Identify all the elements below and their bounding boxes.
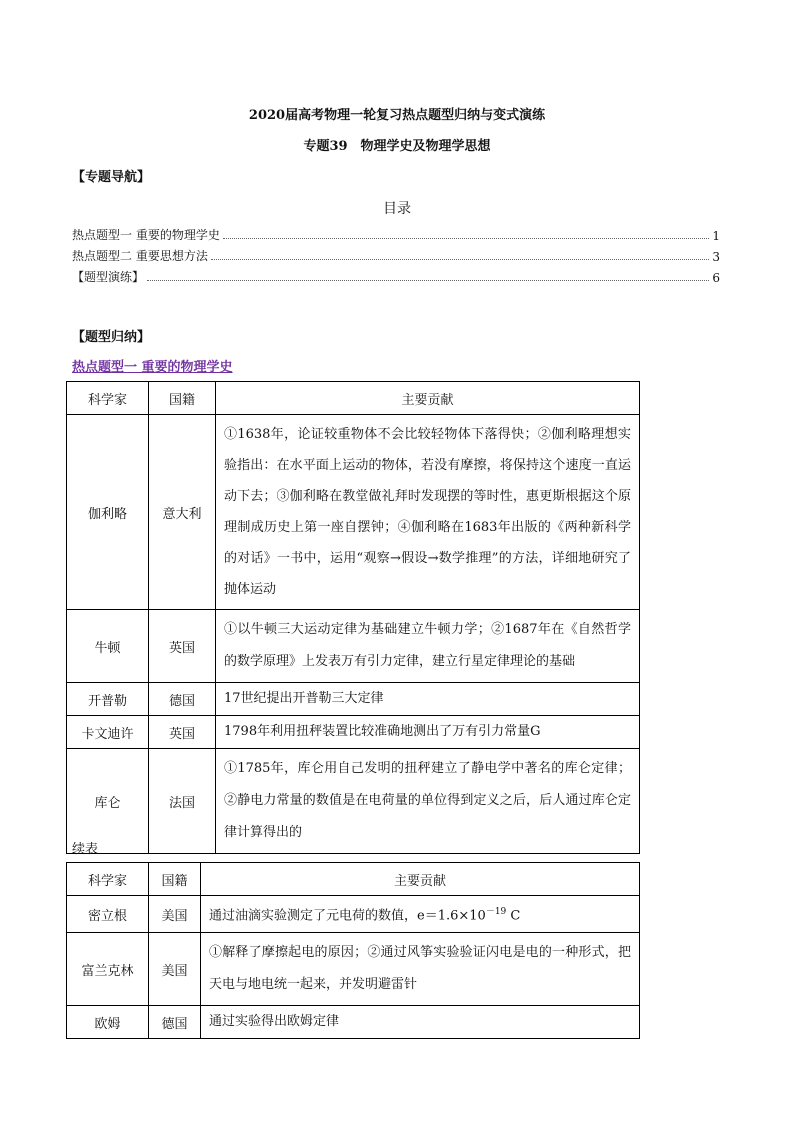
guina-heading: 【题型归纳】 (72, 330, 151, 345)
table-row (67, 716, 640, 749)
physics-history-table-continued (66, 862, 640, 1039)
col-header-scientist: 科学家 (67, 382, 149, 415)
toc-leader (223, 238, 710, 239)
table-row (67, 415, 640, 610)
cell-scientist: 库仑 (67, 749, 149, 854)
cell-contribution: 通过实验得出欧姆定律 (201, 1006, 640, 1039)
cell-country: 英国 (149, 716, 216, 749)
cell-country: 德国 (149, 683, 216, 716)
nav-heading: 【专题导航】 (72, 170, 151, 185)
cell-scientist: 欧姆 (67, 1006, 149, 1039)
toc-item-label: 热点题型一 重要的物理学史 (72, 228, 220, 242)
cell-contribution: ①1638年，论证较重物体不会比较轻物体下落得快；②伽利略理想实验指出：在水平面上运动的物体，若没有摩擦，将保持这个速度一直运动下去；③伽利略在教堂做礼拜时发现摆的等时性，惠更斯根据这个原理制成历史上第一座自摆钟；④伽利略在1683年出版的《两种新科学的对话》一书中，运用“观察→假设→数学推理”的方法，详细地研究了抛体运动 (216, 415, 640, 610)
table-row (67, 933, 640, 1006)
cell-contribution: ①解释了摩擦起电的原因；②通过风筝实验验证闪电是电的一种形式，把天电与地电统一起来，并发明避雷针 (201, 933, 640, 1006)
cell-scientist: 卡文迪许 (67, 716, 149, 749)
physics-history-table (66, 381, 640, 854)
toc-item[interactable] (72, 243, 720, 264)
contribution-text: 通过油滴实验测定了元电荷的数值，e＝1.6×10 (209, 908, 486, 924)
cell-contribution (201, 896, 640, 933)
cell-contribution: 1798年利用扭秤装置比较准确地测出了万有引力常量G (216, 716, 640, 749)
table-row (67, 749, 640, 854)
col-header-contribution: 主要贡献 (201, 863, 640, 896)
col-header-country: 国籍 (149, 863, 201, 896)
col-header-country: 国籍 (149, 382, 216, 415)
toc-item-label: 热点题型二 重要思想方法 (72, 249, 208, 263)
cell-scientist: 伽利略 (67, 415, 149, 610)
table-row (67, 1006, 640, 1039)
cell-scientist: 密立根 (67, 896, 149, 933)
col-header-scientist: 科学家 (67, 863, 149, 896)
col-header-contribution: 主要贡献 (216, 382, 640, 415)
toc-leader (211, 259, 710, 260)
toc-item[interactable] (72, 264, 720, 285)
cell-scientist: 开普勒 (67, 683, 149, 716)
table-header-row (67, 382, 640, 415)
table-of-contents (72, 222, 720, 285)
toc-item-page: 1 (712, 229, 720, 243)
cell-country: 意大利 (149, 415, 216, 610)
toc-title: 目录 (383, 201, 411, 217)
document-title: 2020届高考物理一轮复习热点题型归纳与变式演练 (248, 108, 546, 123)
continued-label: 续表 (72, 842, 99, 857)
cell-country: 英国 (149, 610, 216, 683)
document-subtitle: 专题39 物理学史及物理学思想 (303, 139, 491, 154)
toc-item-page: 3 (712, 250, 720, 264)
cell-contribution: ①以牛顿三大运动定律为基础建立牛顿力学；②1687年在《自然哲学的数学原理》上发表万有引力定律，建立行星定律理论的基础 (216, 610, 640, 683)
exponent: －19 (485, 907, 507, 917)
cell-contribution: 17世纪提出开普勒三大定律 (216, 683, 640, 716)
table-header-row (67, 863, 640, 896)
toc-leader (147, 280, 709, 281)
table-row (67, 896, 640, 933)
section-heading[interactable]: 热点题型一 重要的物理学史 (72, 360, 233, 375)
cell-country: 美国 (149, 933, 201, 1006)
table-row (67, 610, 640, 683)
cell-scientist: 富兰克林 (67, 933, 149, 1006)
unit: C (506, 908, 521, 924)
toc-item[interactable] (72, 222, 720, 243)
cell-country: 美国 (149, 896, 201, 933)
toc-item-label: 【题型演练】 (72, 270, 145, 284)
cell-country: 法国 (149, 749, 216, 854)
table-row (67, 683, 640, 716)
cell-contribution: ①1785年，库仑用自己发明的扭秤建立了静电学中著名的库仑定律；②静电力常量的数值是在电荷量的单位得到定义之后，后人通过库仑定律计算得出的 (216, 749, 640, 854)
toc-item-page: 6 (712, 271, 720, 285)
cell-country: 德国 (149, 1006, 201, 1039)
cell-scientist: 牛顿 (67, 610, 149, 683)
